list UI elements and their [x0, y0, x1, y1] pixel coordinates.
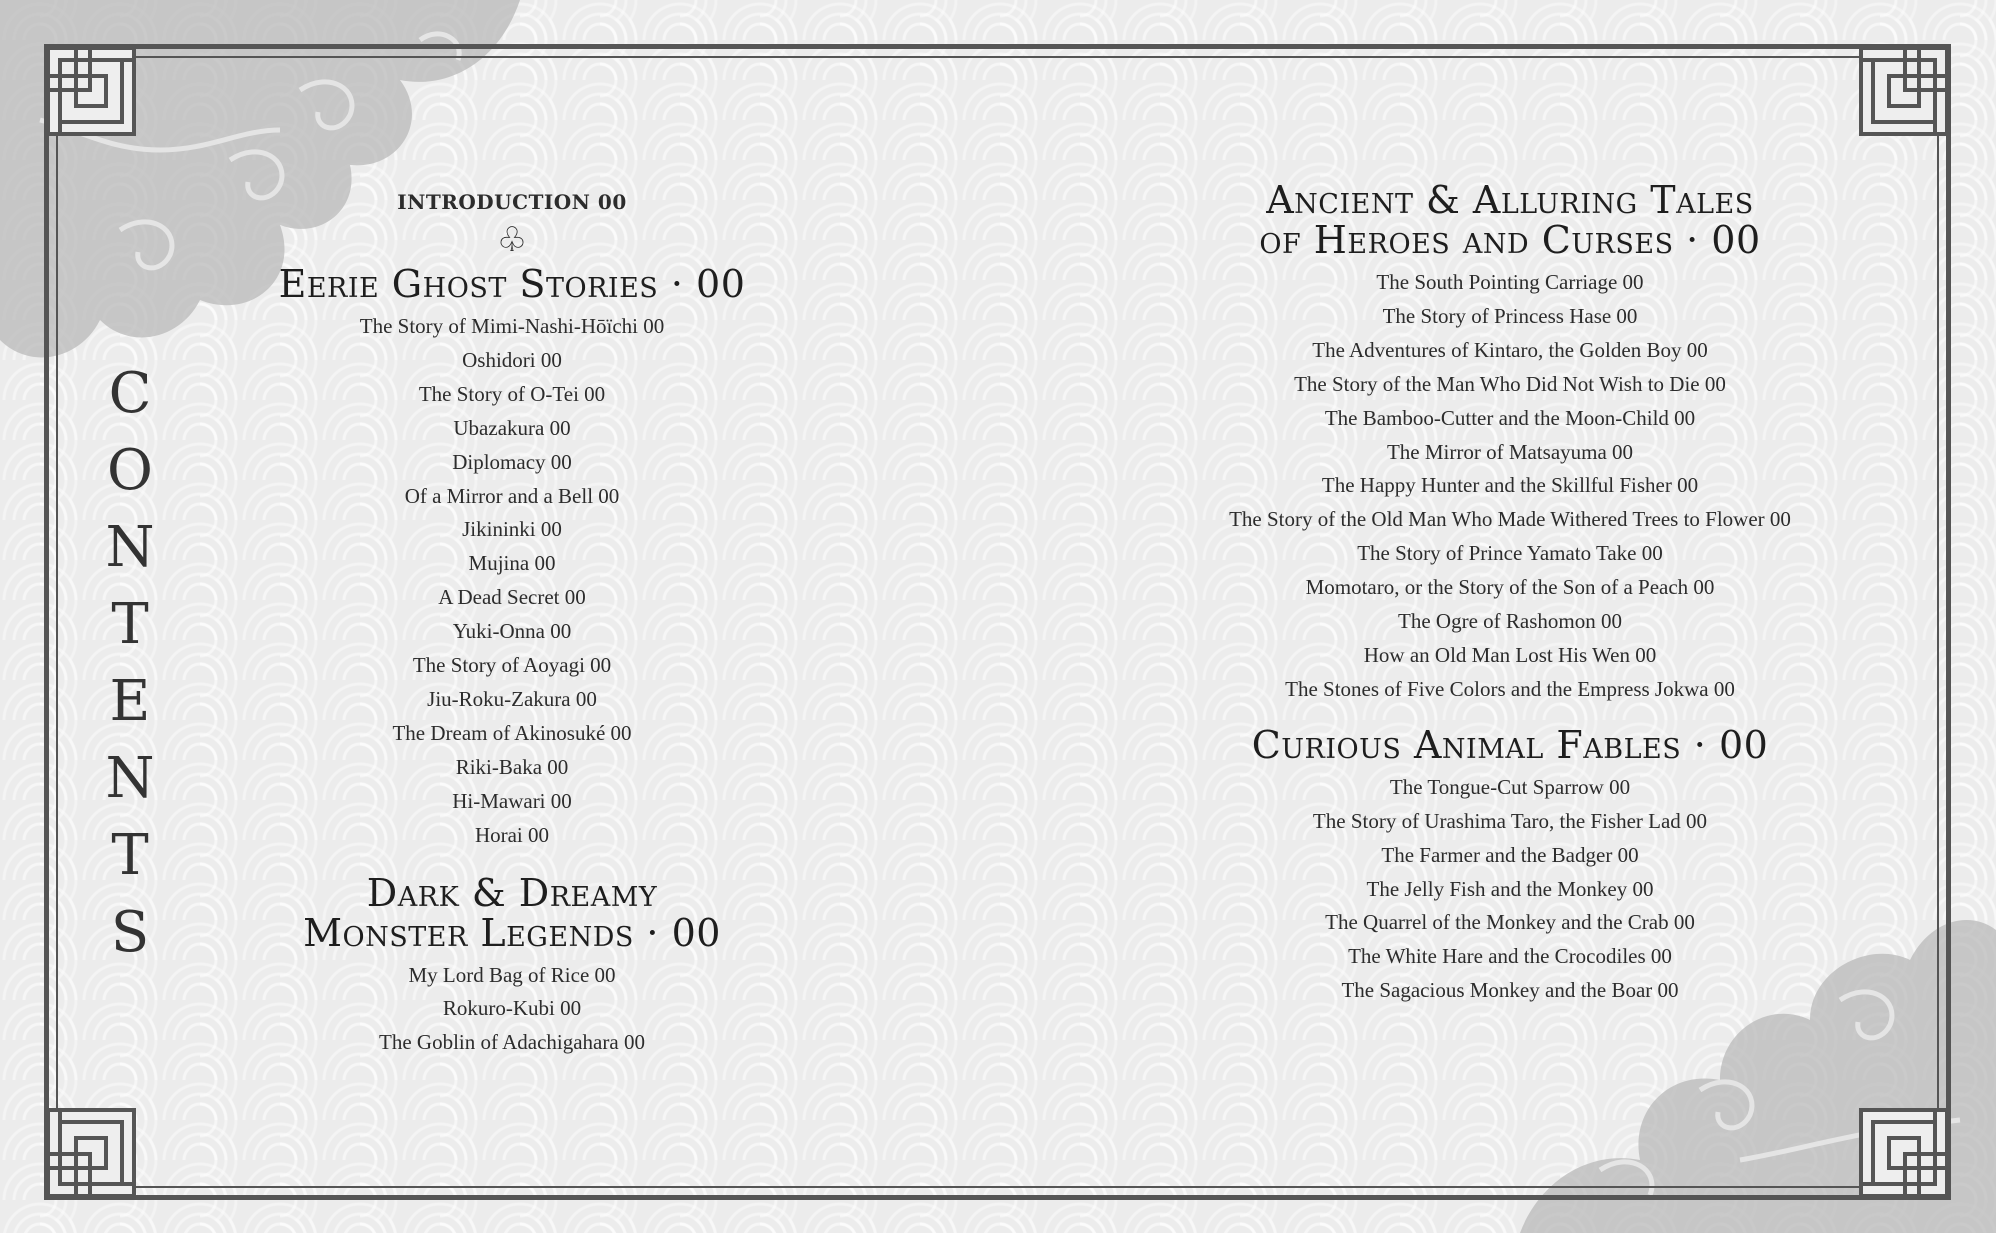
story-entry: Of a Mirror and a Bell 00 [404, 483, 620, 508]
story-entry: Mujina 00 [468, 551, 556, 576]
story-entry: Riki-Baka 00 [455, 754, 569, 779]
story-entry: The Story of Mimi-Nashi-Hōïchi 00 [359, 314, 665, 338]
story-entry: The Goblin of Adachigahara 00 [379, 1030, 645, 1055]
contents-right-column [1180, 180, 1840, 1008]
story-entry: Diplomacy 00 [452, 449, 572, 474]
fret-corner-icon [1857, 1106, 1951, 1200]
section-heading-line: of Heroes and Curses · 00 [1259, 218, 1761, 262]
story-entry: A Dead Secret 00 [438, 585, 586, 610]
story-entry: Jikininki 00 [462, 517, 562, 542]
story-entry: Hi-Mawari 00 [452, 788, 572, 813]
story-entry: The Farmer and the Badger 00 [1381, 842, 1639, 867]
story-entry: The Story of the Old Man Who Made Withered Trees to Flower 00 [1229, 507, 1791, 532]
story-entry: The Story of Princess Hase 00 [1382, 303, 1638, 328]
title-letter: N [105, 746, 155, 811]
story-entry: The Adventures of Kintaro, the Golden Boy 00 [1312, 337, 1708, 362]
introduction-entry: INTRODUCTION 00 [397, 190, 627, 214]
contents-vertical-title [102, 355, 158, 971]
fret-corner-icon [44, 1106, 138, 1200]
section-heading [252, 870, 772, 955]
section-heading-line: Dark & Dreamy [366, 870, 658, 915]
fret-corner-icon [1857, 44, 1951, 138]
story-entry: The Bamboo-Cutter and the Moon-Child 00 [1324, 405, 1696, 430]
section-heading-line: Curious Animal Fables · 00 [1251, 722, 1769, 767]
story-entry: The Stones of Five Colors and the Empress Jokwa 00 [1285, 676, 1735, 701]
story-list [252, 959, 772, 1061]
story-entry: The Story of Urashima Taro, the Fisher Lad 00 [1312, 808, 1708, 833]
section-heading [1180, 722, 1840, 767]
story-entry: Momotaro, or the Story of the Son of a Peach 00 [1305, 575, 1715, 600]
story-entry: Yuki-Onna 00 [452, 619, 572, 644]
story-entry: The South Pointing Carriage 00 [1376, 270, 1644, 294]
story-entry: The White Hare and the Crocodiles 00 [1348, 944, 1672, 969]
story-entry: How an Old Man Lost His Wen 00 [1363, 642, 1657, 667]
story-entry: The Sagacious Monkey and the Boar 00 [1341, 978, 1679, 1003]
story-entry: The Story of O-Tei 00 [418, 381, 606, 406]
section-heading [252, 264, 772, 304]
title-letter: C [108, 361, 152, 426]
story-entry: The Story of Prince Yamato Take 00 [1357, 541, 1663, 566]
section-heading-line: Monster Legends · 00 [303, 910, 721, 955]
title-letter: T [111, 592, 149, 657]
section-heading [1180, 180, 1840, 260]
title-letter: N [105, 515, 155, 580]
story-list [1180, 266, 1840, 707]
story-entry: The Tongue-Cut Sparrow 00 [1389, 774, 1631, 799]
story-entry: Oshidori 00 [462, 347, 562, 372]
story-entry: The Story of the Man Who Did Not Wish to Die 00 [1294, 371, 1726, 396]
section-heading-line: Eerie Ghost Stories · 00 [278, 262, 746, 306]
story-entry: The Mirror of Matsayuma 00 [1386, 439, 1634, 464]
story-entry: The Jelly Fish and the Monkey 00 [1366, 876, 1654, 901]
story-entry: The Story of Aoyagi 00 [412, 653, 612, 678]
title-letter: E [109, 669, 151, 734]
title-letter: O [107, 438, 153, 503]
story-list [252, 310, 772, 853]
story-list [1180, 771, 1840, 1008]
section-heading-line: Ancient & Alluring Tales [1266, 178, 1754, 222]
story-entry: Rokuro-Kubi 00 [442, 996, 582, 1021]
story-entry: The Happy Hunter and the Skillful Fisher 00 [1321, 473, 1699, 498]
story-entry: Horai 00 [474, 822, 550, 847]
fret-corner-icon [44, 44, 138, 138]
story-entry: Ubazakura 00 [453, 415, 571, 440]
story-entry: The Quarrel of the Monkey and the Crab 00 [1325, 910, 1695, 935]
contents-left-column [252, 182, 772, 1060]
story-entry: The Dream of Akinosuké 00 [392, 720, 632, 745]
club-ornament-icon: ♧ [496, 222, 528, 259]
title-letter: T [111, 823, 149, 888]
title-letter: S [110, 900, 150, 965]
story-entry: The Ogre of Rashomon 00 [1398, 609, 1622, 634]
story-entry: Jiu-Roku-Zakura 00 [427, 686, 597, 711]
story-entry: My Lord Bag of Rice 00 [408, 962, 616, 987]
